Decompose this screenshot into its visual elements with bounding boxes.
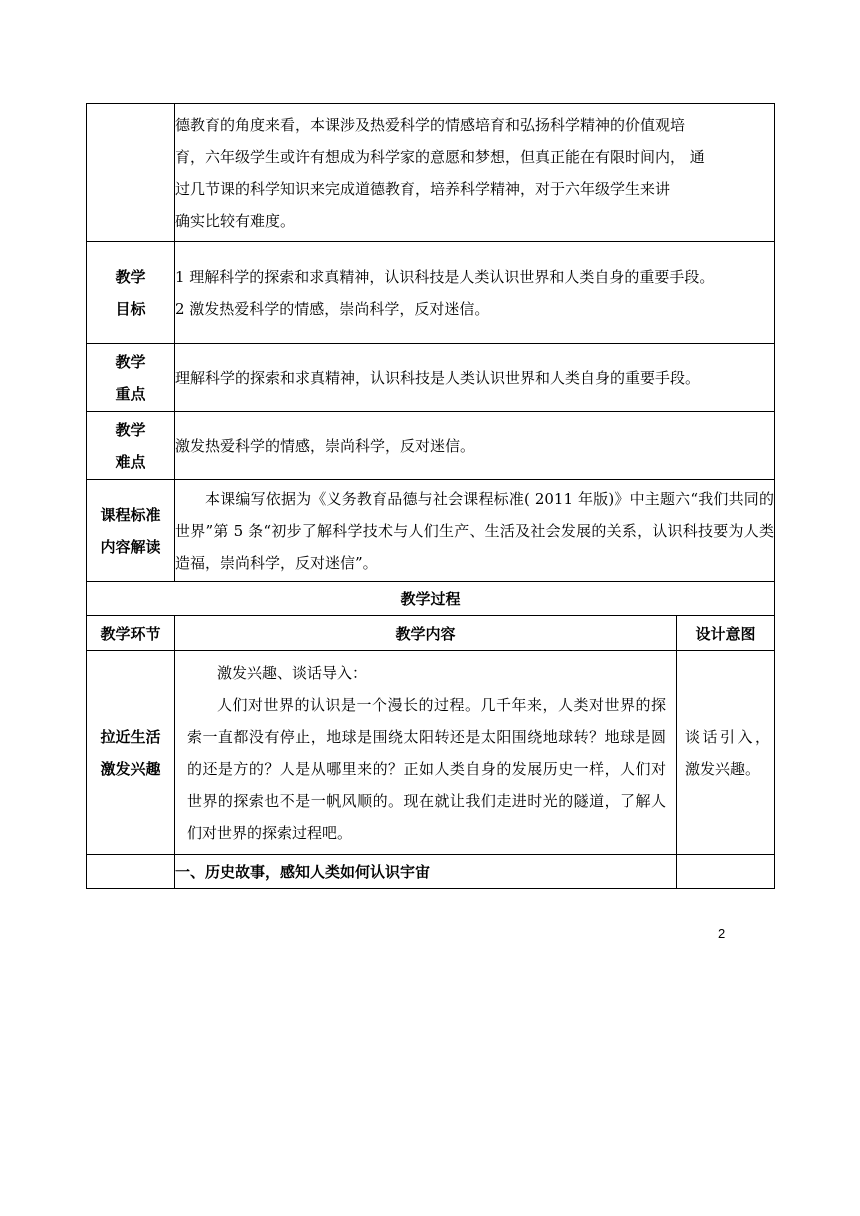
standard-content: 本课编写依据为《义务教育品德与社会课程标准( 2011 年版)》中主题六“我们共同的世界”第 5 条“初步了解科学技术与人们生产、生活及社会发展的关系，认识科技要为人类造福，崇尚科学，反对迷信”。 [175, 480, 775, 582]
stage-intent: 谈话引入，激发兴趣。 [677, 651, 775, 855]
goal-item: 1 理解科学的探索和求真精神，认识科技是人类认识世界和人类自身的重要手段。 [175, 267, 715, 286]
intro-content [175, 104, 775, 242]
difficulties-row [87, 412, 775, 480]
stage-label: 拉近生活 激发兴趣 [87, 651, 175, 855]
key-points-label: 教学 重点 [87, 344, 175, 412]
section-heading: 一、历史故事，感知人类如何认识宇宙 [175, 855, 677, 889]
standard-label: 课程标准 内容解读 [87, 480, 175, 582]
standard-row [87, 480, 775, 582]
process-title: 教学过程 [87, 582, 775, 616]
intro-row [87, 104, 775, 242]
section-row [87, 855, 775, 889]
section-intent-cell [677, 855, 775, 889]
goal-item: 2 激发热爱科学的情感，崇尚科学，反对迷信。 [175, 299, 490, 318]
stage-content: 激发兴趣、谈话导入： 人们对世界的认识是一个漫长的过程。几千年来，人类对世界的探索一直都没有停止，地球是围绕太阳转还是太阳围绕地球转？地球是圆的还是方的？人是从哪里来的？正如人类自身的发展历史一样，人们对世界的探索也不是一帆风顺的。现在就让我们走进时光的隧道，了解人们对世界的探索过程吧。 [175, 651, 677, 855]
key-points-row [87, 344, 775, 412]
col-header-intent: 设计意图 [677, 616, 775, 651]
intro-line: 过几节课的科学知识来完成道德教育，培养科学精神，对于六年级学生来讲 [175, 179, 671, 198]
col-header-stage: 教学环节 [87, 616, 175, 651]
difficulties-label: 教学 难点 [87, 412, 175, 480]
intro-line: 德教育的角度来看，本课涉及热爱科学的情感培育和弘扬科学精神的价值观培 [175, 115, 686, 134]
process-header-row [87, 616, 775, 651]
lesson-plan-table [86, 103, 775, 889]
key-points-content: 理解科学的探索和求真精神，认识科技是人类认识世界和人类自身的重要手段。 [175, 344, 775, 412]
goals-label: 教学 目标 [87, 242, 175, 344]
page-number: 2 [718, 926, 726, 941]
intro-line: 育，六年级学生或许有想成为科学家的意愿和梦想，但真正能在有限时间内， 通 [175, 147, 705, 166]
process-title-row [87, 582, 775, 616]
difficulties-content: 激发热爱科学的情感，崇尚科学，反对迷信。 [175, 412, 775, 480]
col-header-content: 教学内容 [175, 616, 677, 651]
section-label-cell [87, 855, 175, 889]
intro-line: 确实比较有难度。 [175, 211, 296, 230]
goals-row [87, 242, 775, 344]
stage-row [87, 651, 775, 855]
intro-label-cell [87, 104, 175, 242]
goals-content [175, 242, 775, 344]
